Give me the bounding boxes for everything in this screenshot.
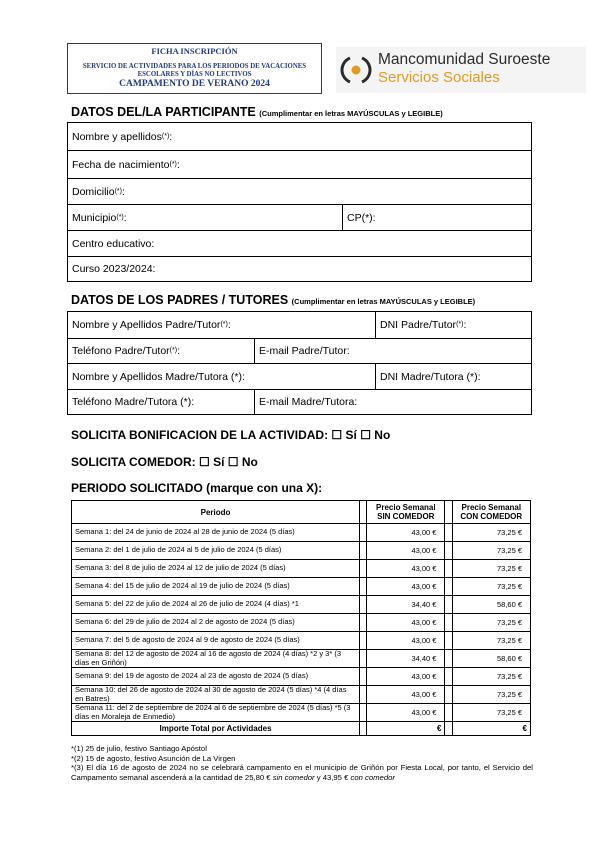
no-dining-checkbox[interactable]	[360, 614, 367, 632]
father-phone-field[interactable]: Teléfono Padre/Tutor (*) :	[68, 339, 255, 363]
table-header	[72, 501, 531, 524]
total-no-dining[interactable]: €	[367, 722, 445, 736]
price-no-dining: 43,00 €	[367, 542, 445, 560]
form-title: FICHA INSCRIPCIÓN	[151, 46, 238, 56]
price-dining: 73,25 €	[452, 632, 530, 650]
price-no-dining: 43,00 €	[367, 614, 445, 632]
no-dining-checkbox[interactable]	[360, 578, 367, 596]
dining-checkbox[interactable]	[445, 704, 452, 722]
logo-subname: Servicios Sociales	[378, 69, 500, 86]
price-no-dining: 43,00 €	[367, 686, 445, 704]
logo-mark-icon	[340, 54, 372, 86]
table-row	[72, 596, 531, 614]
spacer	[445, 722, 452, 736]
price-no-dining: 34,40 €	[367, 650, 445, 668]
week-label: Semana 4: del 15 de julio de 2024 al 19 de julio de 2024 (5 días)	[72, 578, 360, 596]
form-subtitle: SERVICIO DE ACTIVIDADES PARA LOS PERIODOS DE VACACIONES ESCOLARES Y DÍAS NO LECTIVOS	[82, 63, 307, 78]
week-label: Semana 6: del 29 de julio de 2024 al 2 de agosto de 2024 (5 días)	[72, 614, 360, 632]
dining-col-header: Precio Semanal CON COMEDOR	[452, 501, 530, 524]
table-row	[72, 704, 531, 722]
period-table	[71, 500, 531, 736]
no-dining-checkbox[interactable]	[360, 686, 367, 704]
mother-email-field[interactable]: E-mail Madre/Tutora:	[259, 396, 358, 408]
bonus-question[interactable]: SOLICITA BONIFICACION DE LA ACTIVIDAD: ☐ Sí ☐ No	[71, 428, 391, 442]
week-label: Semana 10: del 26 de agosto de 2024 al 30 de agosto de 2024 (5 días) *4 (4 días en Batres)	[72, 686, 360, 704]
price-dining: 73,25 €	[452, 686, 530, 704]
price-dining: 73,25 €	[452, 524, 530, 542]
no-dining-checkbox[interactable]	[360, 650, 367, 668]
price-dining: 73,25 €	[452, 578, 530, 596]
period-question: PERIODO SOLICITADO (marque con una X):	[71, 481, 323, 495]
dining-checkbox[interactable]	[445, 650, 452, 668]
price-dining: 58,60 €	[452, 650, 530, 668]
week-label: Semana 5: del 22 de julio de 2024 al 26 de julio de 2024 (4 días) *1	[72, 596, 360, 614]
father-contact-row	[68, 339, 531, 364]
no-dining-col-header: Precio Semanal SIN COMEDOR	[367, 501, 445, 524]
price-dining: 73,25 €	[452, 704, 530, 722]
price-dining: 73,25 €	[452, 614, 530, 632]
price-dining: 73,25 €	[452, 668, 530, 686]
price-no-dining: 34,40 €	[367, 596, 445, 614]
table-row	[72, 524, 531, 542]
price-dining: 58,60 €	[452, 596, 530, 614]
price-no-dining: 43,00 €	[367, 668, 445, 686]
table-row	[72, 560, 531, 578]
price-no-dining: 43,00 €	[367, 632, 445, 650]
father-name-field[interactable]: Nombre y Apellidos Padre/Tutor (*) :	[68, 312, 376, 338]
footnote-3: *(3) El día 16 de agosto de 2024 no se celebrará campamento en el municipio de Griñón por Fiesta Local, por tanto, el Servicio del Campamento semanal ascenderá a la cantidad de 25,80 € sin comedor y 43,95 € con comedor	[71, 763, 533, 782]
mother-name-field[interactable]: Nombre y Apellidos Madre/Tutora (*):	[68, 364, 376, 389]
spacer	[360, 501, 367, 524]
address-row[interactable]: Domicilio (*) :	[68, 179, 531, 205]
town-field[interactable]: Municipio (*) :	[68, 205, 343, 230]
no-dining-checkbox[interactable]	[360, 524, 367, 542]
dining-checkbox[interactable]	[445, 578, 452, 596]
week-label: Semana 9: del 19 de agosto de 2024 al 23 de agosto de 2024 (5 días)	[72, 668, 360, 686]
parents-heading: DATOS DE LOS PADRES / TUTORES (Cumplimentar en letras MAYÚSCULAS y LEGIBLE)	[71, 293, 476, 307]
no-dining-checkbox[interactable]	[360, 668, 367, 686]
no-dining-checkbox[interactable]	[360, 542, 367, 560]
period-col-header: Periodo	[72, 501, 360, 524]
dining-checkbox[interactable]	[445, 524, 452, 542]
mother-dni-field[interactable]: DNI Madre/Tutora (*):	[380, 370, 481, 383]
dining-checkbox[interactable]	[445, 632, 452, 650]
week-label: Semana 3: del 8 de julio de 2024 al 12 de julio de 2024 (5 días)	[72, 560, 360, 578]
price-no-dining: 43,00 €	[367, 524, 445, 542]
dining-checkbox[interactable]	[445, 686, 452, 704]
mother-phone-field[interactable]: Teléfono Madre/Tutora (*):	[68, 390, 255, 414]
father-dni-field[interactable]: DNI Padre/Tutor (*) :	[380, 319, 467, 331]
price-dining: 73,25 €	[452, 542, 530, 560]
campaign-title: CAMPAMENTO DE VERANO 2024	[119, 79, 270, 89]
spacer	[445, 501, 452, 524]
father-row	[68, 312, 531, 339]
school-row[interactable]: Centro educativo:	[68, 231, 531, 257]
participant-form	[67, 122, 532, 282]
price-no-dining: 43,00 €	[367, 704, 445, 722]
footnote-2: *(2) 15 de agosto, festivo Asunción de La Virgen	[71, 753, 236, 763]
price-no-dining: 43,00 €	[367, 578, 445, 596]
table-row	[72, 614, 531, 632]
table-row	[72, 542, 531, 560]
dining-checkbox[interactable]	[445, 596, 452, 614]
spacer	[360, 722, 367, 736]
name-row[interactable]: Nombre y apellidos (*) :	[68, 123, 531, 151]
dining-checkbox[interactable]	[445, 542, 452, 560]
mother-contact-row	[68, 390, 531, 414]
no-dining-checkbox[interactable]	[360, 596, 367, 614]
logo-name: Mancomunidad Suroeste	[378, 51, 551, 68]
price-dining: 73,25 €	[452, 560, 530, 578]
table-row	[72, 650, 531, 668]
course-row[interactable]: Curso 2023/2024:	[72, 263, 156, 275]
no-dining-checkbox[interactable]	[360, 560, 367, 578]
mother-row	[68, 364, 531, 390]
table-row	[72, 632, 531, 650]
no-dining-checkbox[interactable]	[360, 632, 367, 650]
town-row	[68, 205, 531, 231]
birth-row[interactable]: Fecha de nacimiento (*) :	[68, 151, 531, 179]
header-box	[67, 43, 322, 94]
table-row	[72, 578, 531, 596]
footnotes	[71, 744, 533, 782]
dining-checkbox[interactable]	[445, 614, 452, 632]
week-label: Semana 1: del 24 de junio de 2024 al 28 de junio de 2024 (5 días)	[72, 524, 360, 542]
total-dining[interactable]: €	[452, 722, 530, 736]
participant-heading: DATOS DEL/LA PARTICIPANTE (Cumplimentar en letras MAYÚSCULAS y LEGIBLE)	[71, 105, 443, 119]
week-label: Semana 2: del 1 de julio de 2024 al 5 de julio de 2024 (5 días)	[72, 542, 360, 560]
week-label: Semana 11: del 2 de septiembre de 2024 al 6 de septiembre de 2024 (5 días) *5 (3 días en Moraleja de Enmedio)	[72, 704, 360, 722]
table-row	[72, 668, 531, 686]
no-dining-checkbox[interactable]	[360, 704, 367, 722]
dining-checkbox[interactable]	[445, 560, 452, 578]
total-label: Importe Total por Actividades	[72, 722, 360, 736]
dining-checkbox[interactable]	[445, 668, 452, 686]
father-email-field[interactable]: E-mail Padre/Tutor:	[259, 345, 350, 357]
logo	[336, 47, 586, 93]
cp-field[interactable]: CP(*):	[347, 211, 376, 224]
dining-question[interactable]: SOLICITA COMEDOR: ☐ Sí ☐ No	[71, 455, 258, 469]
week-label: Semana 8: del 12 de agosto de 2024 al 16 de agosto de 2024 (4 días) *2 y 3* (3 días en Griñón)	[72, 650, 360, 668]
table-row	[72, 686, 531, 704]
total-row	[72, 722, 531, 736]
parents-form	[67, 311, 532, 415]
week-label: Semana 7: del 5 de agosto de 2024 al 9 de agosto de 2024 (5 días)	[72, 632, 360, 650]
footnote-1: *(1) 25 de julio, festivo Santiago Apóstol	[71, 744, 207, 753]
price-no-dining: 43,00 €	[367, 560, 445, 578]
